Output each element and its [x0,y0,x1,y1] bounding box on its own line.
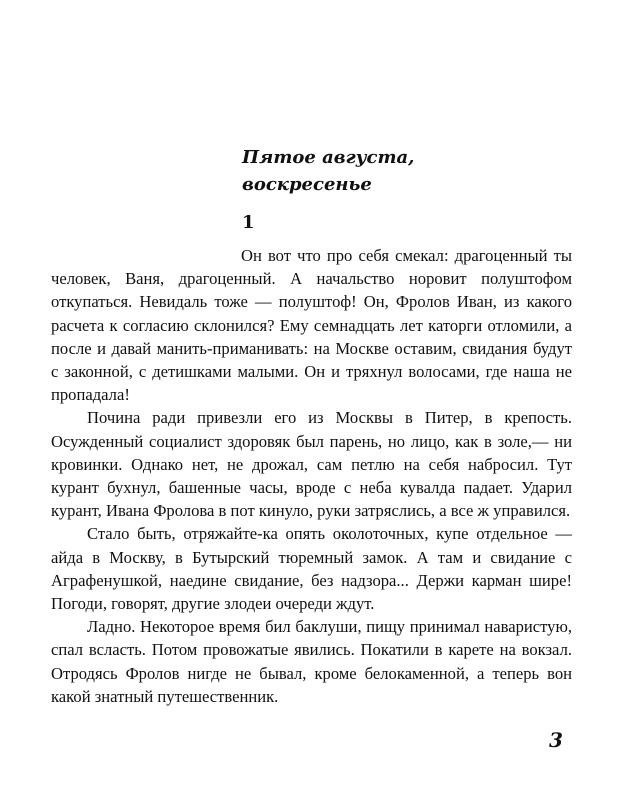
section-number: 1 [242,212,255,233]
body-text [51,244,572,708]
paragraph: Почина ради привезли его из Москвы в Питер, в крепость. Осужденный социалист здоровяк был парень, но лицо, как в золе,— ни кровинки. Однако нет, не дрожал, сам петлю на себя набросил. Тут курант бухнул, башенные часы, вроде с неба кувалда падает. Ударил курант, Ивана Фролова в пот кинуло, руки затряслись, а все ж управился. [51,408,572,521]
chapter-title-line-2: воскресенье [242,174,372,195]
paragraph: Ладно. Некоторое время бил баклуши, пищу принимал наваристую, спал всласть. Потом провожатые явились. Покатили в карете на вокзал. Отродясь Фролов нигде не бывал, кроме белокаменной, а теперь вон какой знатный путешественник. [51,617,572,706]
page-number: 3 [549,728,563,752]
paragraph: Он вот что про себя смекал: драгоценный ты человек, Ваня, драгоценный. А начальство норовит полуштофом откупаться. Невидаль тоже — полуштоф! Он, Фролов Иван, из какого расчета к согласию склонился? Ему семнадцать лет каторги отломили, а после и давай манить-приманивать: на Москве оставим, свидания будут с законной, с детишками малыми. Он и тряхнул волосами, где наша не пропадала! [51,246,572,405]
chapter-title-line-1: Пятое августа, [242,147,415,168]
chapter-title [242,144,572,198]
paragraph: Стало быть, отряжайте-ка опять околоточных, купе отдельное — айда в Москву, в Бутырский тюремный замок. А там и свидание с Аграфенушкой, наедине свидание, без надзора... Держи карман шире! Погоди, говорят, другие злодеи очереди ждут. [51,524,572,614]
